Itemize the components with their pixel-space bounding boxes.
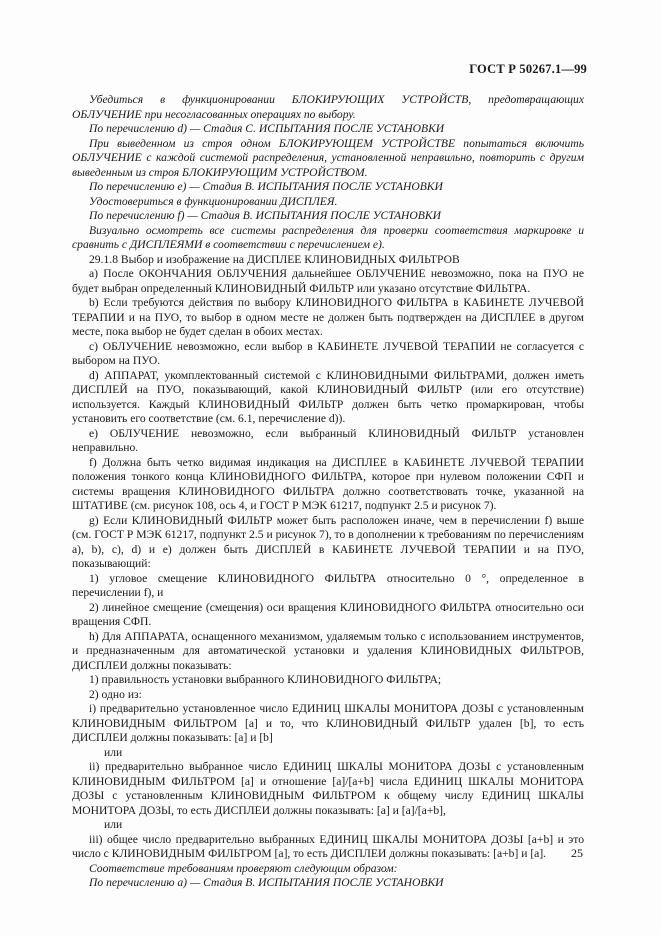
test-stage-heading: По перечислению d) — Стадия С. ИСПЫТАНИЯ ПОСЛЕ УСТАНОВКИ (89, 122, 445, 135)
or-separator: или (104, 818, 123, 831)
paragraph: Визуально осмотреть все системы распределения для проверки соответствия маркировке и сравнить с ДИСПЛЕЯМИ в соответствии с перечислением е). (72, 223, 584, 251)
paragraph: Соответствие требованиям проверяют следующим образом: (89, 861, 398, 875)
sub-list-item: 2) линейное смещение (смещения) оси вращения КЛИНОВИДНОГО ФИЛЬТРА относительно оси вращения СФП. (72, 600, 584, 628)
paragraph: Удостовериться в функционировании ДИСПЛЕЯ. (89, 194, 338, 208)
or-separator: или (104, 745, 123, 759)
test-stage-heading: По перечислению е) — Стадия В. ИСПЫТАНИЯ ПОСЛЕ УСТАНОВКИ (89, 180, 443, 193)
test-stage-heading: По перечислению а) — Стадия В. ИСПЫТАНИЯ ПОСЛЕ УСТАНОВКИ (89, 876, 444, 889)
document-body (72, 93, 584, 891)
list-item: f) Должна быть четко видимая индикация на ДИСПЛЕЕ в КАБИНЕТЕ ЛУЧЕВОЙ ТЕРАПИИ положения тонкого конца КЛИНОВИДНОГО ФИЛЬТРА, которое при нулевом положении СФП и системы вращения КЛИНОВИДНОГО ФИЛЬТРА должно соответствовать точке, указанной на ШТАТИВЕ (см. рисунок 108, ось 4, и ГОСТ Р МЭК 61217, подпункт 2.5 и рисунок 7). (72, 455, 584, 512)
list-item: d) АППАРАТ, укомплектованный системой с КЛИНОВИДНЫМИ ФИЛЬТРАМИ, должен иметь ДИСПЛЕЙ на ПУО, показывающий, какой КЛИНОВИДНЫЙ ФИЛЬТР (или его отсутствие) используется. Каждый КЛИНОВИДНЫЙ ФИЛЬТР должен быть четко промаркирован, чтобы установить его соответствие (см. 6.1, перечисление d)). (72, 368, 584, 425)
paragraph: При выведенном из строя одном БЛОКИРУЮЩЕМ УСТРОЙСТВЕ попытаться включить ОБЛУЧЕНИЕ с каждой системой распределения, установленной неправильно, повторить с другим выведенным из строя БЛОКИРУЮЩИМ УСТРОЙСТВОМ. (72, 136, 584, 179)
list-item: b) Если требуются действия по выбору КЛИНОВИДНОГО ФИЛЬТРА в КАБИНЕТЕ ЛУЧЕВОЙ ТЕРАПИИ и на ПУО, то выбор в одном месте не должен быть подтвержден на ДИСПЛЕЕ в другом месте, пока выбор не будет сделан в обоих местах. (72, 296, 584, 338)
option-item: iii) общее число предварительно выбранных ЕДИНИЦ ШКАЛЫ МОНИТОРА ДОЗЫ [а+b] и это число с КЛИНОВИДНЫМ ФИЛЬТРОМ [а], то есть ДИСПЛЕИ должны показывать: [а+b] и [а]. (72, 832, 584, 860)
list-item: а) После ОКОНЧАНИЯ ОБЛУЧЕНИЯ дальнейшее ОБЛУЧЕНИЕ невозможно, пока на ПУО не будет выбран определенный КЛИНОВИДНЫЙ ФИЛЬТР или указано отсутствие ФИЛЬТРА. (72, 267, 584, 295)
list-item: с) ОБЛУЧЕНИЕ невозможно, если выбор в КАБИНЕТЕ ЛУЧЕВОЙ ТЕРАПИИ не согласуется с выбором на ПУО. (72, 339, 584, 367)
sub-list-item: 1) правильность установки выбранного КЛИНОВИДНОГО ФИЛЬТРА; (89, 673, 442, 686)
test-stage-heading: По перечислению f) — Стадия В. ИСПЫТАНИЯ ПОСЛЕ УСТАНОВКИ (89, 209, 441, 222)
sub-list-item: 1) угловое смещение КЛИНОВИДНОГО ФИЛЬТРА относительно 0 °, определенное в перечислении f), и (72, 571, 584, 599)
section-heading: 29.1.8 Выбор и изображение на ДИСПЛЕЕ КЛИНОВИДНЫХ ФИЛЬТРОВ (89, 252, 460, 266)
list-item: g) Если КЛИНОВИДНЫЙ ФИЛЬТР может быть расположен иначе, чем в перечислении f) выше (см. ГОСТ Р МЭК 61217, подпункт 2.5 и рисунок 7), то в дополнении к требованиям по перечислениям а), b), с), d) и е) должен быть ДИСПЛЕЙ в КАБИНЕТЕ ЛУЧЕВОЙ ТЕРАПИИ и на ПУО, показывающий: (72, 513, 584, 570)
document-code-header: ГОСТ Р 50267.1—99 (469, 62, 587, 76)
option-item: i) предварительно установленное число ЕДИНИЦ ШКАЛЫ МОНИТОРА ДОЗЫ с установленным КЛИНОВИДНЫМ ФИЛЬТРОМ [а] и то, что КЛИНОВИДНЫЙ ФИЛЬТР удален [b], то есть ДИСПЛЕИ должны показывать: [а] и [b] (72, 702, 584, 744)
list-item: h) Для АППАРАТА, оснащенного механизмом, удаляемым только с использованием инструментов, и предназначенным для автоматической установки и удаления КЛИНОВИДНЫХ ФИЛЬТРОВ, ДИСПЛЕИ должны показывать: (72, 629, 584, 672)
sub-list-item: 2) одно из: (89, 687, 142, 701)
option-item: ii) предварительно выбранное число ЕДИНИЦ ШКАЛЫ МОНИТОРА ДОЗЫ с установленным КЛИНОВИДНЫМ ФИЛЬТРОМ [а] и отношение [а]/[а+b] числа ЕДИНИЦ ШКАЛЫ МОНИТОРА ДОЗЫ с установленным КЛИНОВИДНЫМ ФИЛЬТРОМ к общему числу ЕДИНИЦ ШКАЛЫ МОНИТОРА ДОЗЫ, то есть ДИСПЛЕИ должны показывать: [а] и [а]/[а+b], (72, 760, 584, 817)
paragraph: Убедиться в функционировании БЛОКИРУЮЩИХ УСТРОЙСТВ, предотвращающих ОБЛУЧЕНИЕ при несогласованных операциях по выбору. (72, 93, 584, 121)
page-number: 25 (571, 846, 583, 860)
list-item: е) ОБЛУЧЕНИЕ невозможно, если выбранный КЛИНОВИДНЫЙ ФИЛЬТР установлен неправильно. (72, 426, 584, 454)
